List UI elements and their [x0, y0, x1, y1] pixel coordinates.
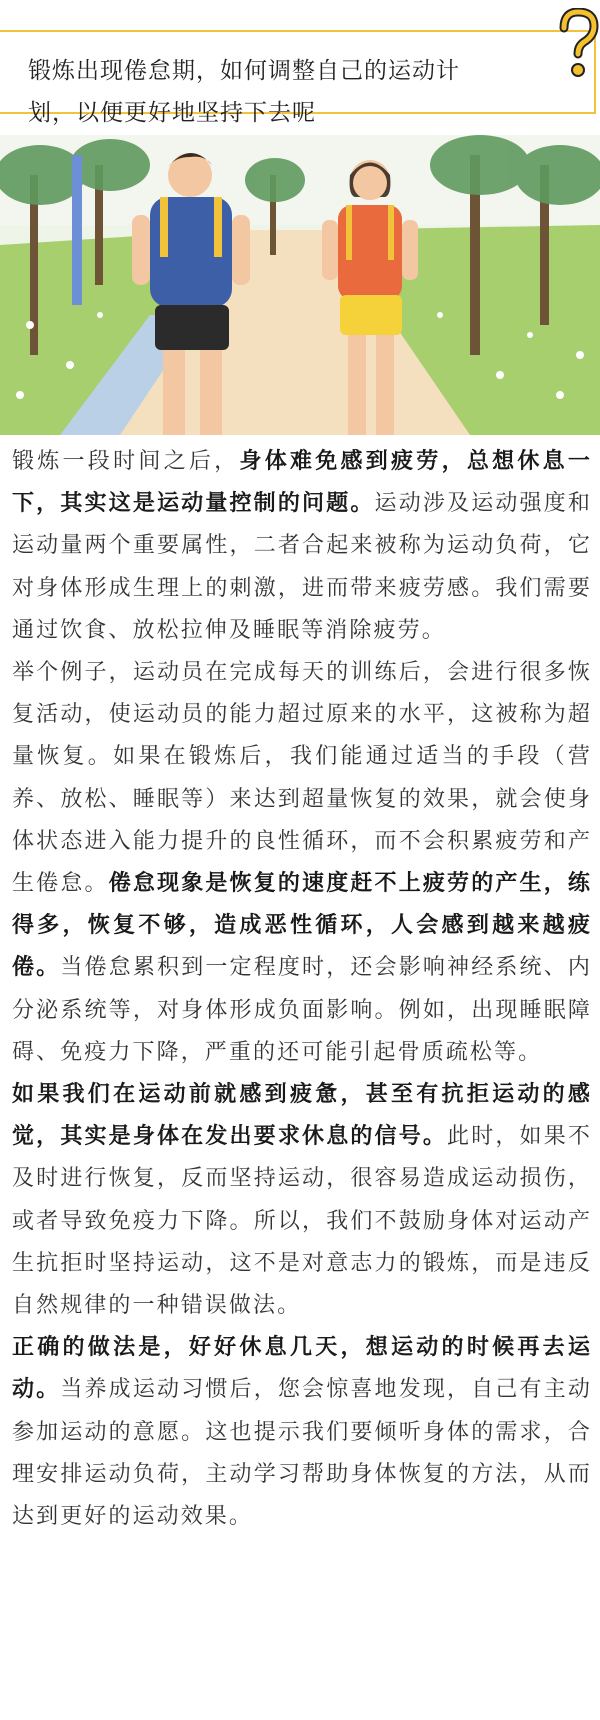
question-box: [0, 30, 596, 126]
paragraph-1: [12, 441, 592, 652]
jogging-couple-illustration: [0, 135, 600, 435]
paragraph-3: [12, 1074, 592, 1327]
paragraph-4-segment-2: 当养成运动习惯后，您会惊喜地发现，自己有主动参加运动的意愿。这也提示我们要倾听身体的需求，合理安排运动负荷，主动学习帮助身体恢复的方法，从而达到更好的运动效果。: [12, 1377, 593, 1530]
paragraph-1-segment-1: 锻炼一段时间之后，: [12, 449, 240, 474]
paragraph-3-emphasis: 如果我们在运动前就感到疲惫，甚至有抗拒运动的感觉，其实是身体在发出要求休息的信号。: [12, 1082, 592, 1150]
paragraph-2-segment-3: 当倦怠累积到一定程度时，还会影响神经系统、内分泌系统等，对身体形成负面影响。例如，出现睡眠障碍、免疫力下降，严重的还可能引起骨质疏松等。: [12, 955, 593, 1065]
paragraph-2-segment-1: 举个例子，运动员在完成每天的训练后，会进行很多恢复活动，使运动员的能力超过原来的水平，这被称为超量恢复。如果在锻炼后，我们能通过适当的手段（营养、放松、睡眠等）来达到超量恢复的效果，就会使身体状态进入能力提升的良性循环，而不会积累疲劳和产生倦怠。: [12, 660, 592, 897]
paragraph-4-emphasis: 正确的做法是，好好休息几天，想运动的时候再去运动。: [12, 1335, 592, 1403]
question-line-1: 锻炼出现倦怠期，如何调整自己的运动计: [28, 58, 460, 84]
paragraph-4: [12, 1327, 592, 1538]
question-text: [28, 50, 548, 134]
question-line-2: 划，以便更好地坚持下去呢: [28, 100, 316, 126]
paragraph-3-segment-2: 此时，如果不及时进行恢复，反而坚持运动，很容易造成运动损伤，或者导致免疫力下降。所以，我们不鼓励身体对运动产生抗拒时坚持运动，这不是对意志力的锻炼，而是违反自然规律的一种错误做法。: [12, 1124, 592, 1319]
article-body: [12, 441, 592, 1538]
paragraph-1-emphasis: 身体难免感到疲劳，总想休息一下，其实这是运动量控制的问题。: [12, 449, 593, 517]
paragraph-2-emphasis: 倦怠现象是恢复的速度赶不上疲劳的产生，练得多，恢复不够，造成恶性循环，人会感到越来越疲倦。: [12, 871, 592, 981]
paragraph-1-segment-3: 运动涉及运动强度和运动量两个重要属性，二者合起来被称为运动负荷，它对身体形成生理上的刺激，进而带来疲劳感。我们需要通过饮食、放松拉伸及睡眠等消除疲劳。: [12, 491, 592, 643]
question-mark-icon: [556, 8, 600, 84]
paragraph-2: [12, 652, 592, 1074]
